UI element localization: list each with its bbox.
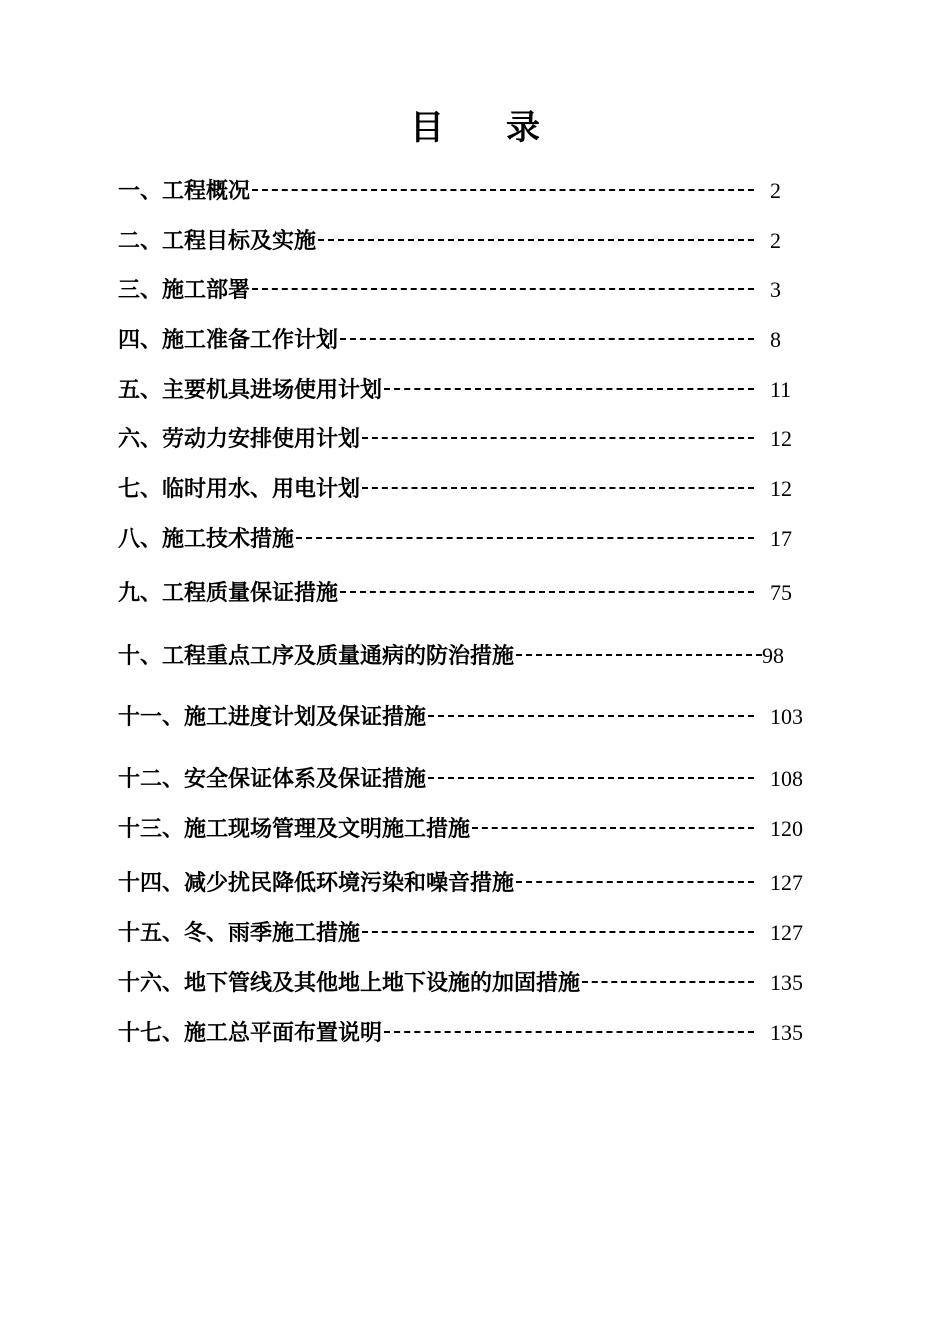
toc-entry-page: 17 — [770, 526, 792, 551]
toc-leader-dots — [428, 777, 754, 779]
title-char-right: 录 — [506, 108, 540, 148]
toc-entry-page: 127 — [770, 920, 803, 945]
toc-entry-label: 二、工程目标及实施 — [118, 228, 317, 254]
toc-leader-dots — [384, 1031, 754, 1033]
toc-entry-label: 三、施工部署 — [118, 277, 251, 303]
page-title — [0, 100, 950, 149]
toc-leader-dots — [362, 487, 754, 489]
toc-entry-page: 12 — [770, 426, 792, 451]
toc-entry-page: 108 — [770, 766, 803, 791]
toc-entry-page: 2 — [770, 178, 781, 203]
toc-entry-page: 120 — [770, 816, 803, 841]
toc-entry-page: 8 — [770, 327, 781, 352]
toc-leader-dots — [472, 827, 754, 829]
toc-entry-label: 九、工程质量保证措施 — [118, 580, 339, 606]
toc-entry-page: 12 — [770, 476, 792, 501]
toc-leader-dots — [362, 931, 754, 933]
toc-leader-dots — [252, 189, 754, 191]
toc-leader-dots — [582, 981, 754, 983]
toc-leader-dots — [428, 715, 754, 717]
toc-leader-dots — [318, 239, 754, 241]
toc-leader-dots — [340, 338, 754, 340]
toc-entry-label: 四、施工准备工作计划 — [118, 327, 339, 353]
toc-entry-label: 八、施工技术措施 — [118, 526, 295, 552]
toc-entry-page: 3 — [770, 277, 781, 302]
toc-entry-page: 103 — [770, 704, 803, 729]
toc-leader-dots — [384, 388, 754, 390]
toc-entry-page: 135 — [770, 1020, 803, 1045]
toc-entry-page: 98 — [762, 643, 784, 668]
toc-entry-label: 十五、冬、雨季施工措施 — [118, 920, 361, 946]
toc-entry-label: 十六、地下管线及其他地上地下设施的加固措施 — [118, 970, 581, 996]
toc-entry-page: 2 — [770, 228, 781, 253]
toc-entry-label: 十二、安全保证体系及保证措施 — [118, 766, 427, 792]
toc-entry-label: 十、工程重点工序及质量通病的防治措施 — [118, 643, 515, 669]
toc-entry-label: 六、劳动力安排使用计划 — [118, 426, 361, 452]
toc-entry-label: 七、临时用水、用电计划 — [118, 476, 361, 502]
toc-leader-dots — [362, 437, 754, 439]
toc-leader-dots — [516, 654, 762, 656]
toc-leader-dots — [516, 881, 754, 883]
toc-entry-page: 11 — [770, 377, 792, 402]
toc-entry-page: 127 — [770, 870, 803, 895]
title-char-left: 目 — [410, 108, 444, 148]
toc-entry-label: 十三、施工现场管理及文明施工措施 — [118, 816, 471, 842]
toc-entry-label: 一、工程概况 — [118, 178, 251, 204]
toc-entry-page: 135 — [770, 970, 803, 995]
toc-entry-label: 十七、施工总平面布置说明 — [118, 1020, 383, 1046]
toc-leader-dots — [340, 591, 754, 593]
toc-leader-dots — [296, 537, 754, 539]
toc-entry-label: 五、主要机具进场使用计划 — [118, 377, 383, 403]
toc-entry-label: 十一、施工进度计划及保证措施 — [118, 704, 427, 730]
toc-leader-dots — [252, 288, 754, 290]
toc-entry-page: 75 — [770, 580, 792, 605]
toc-entry-label: 十四、减少扰民降低环境污染和噪音措施 — [118, 870, 515, 896]
